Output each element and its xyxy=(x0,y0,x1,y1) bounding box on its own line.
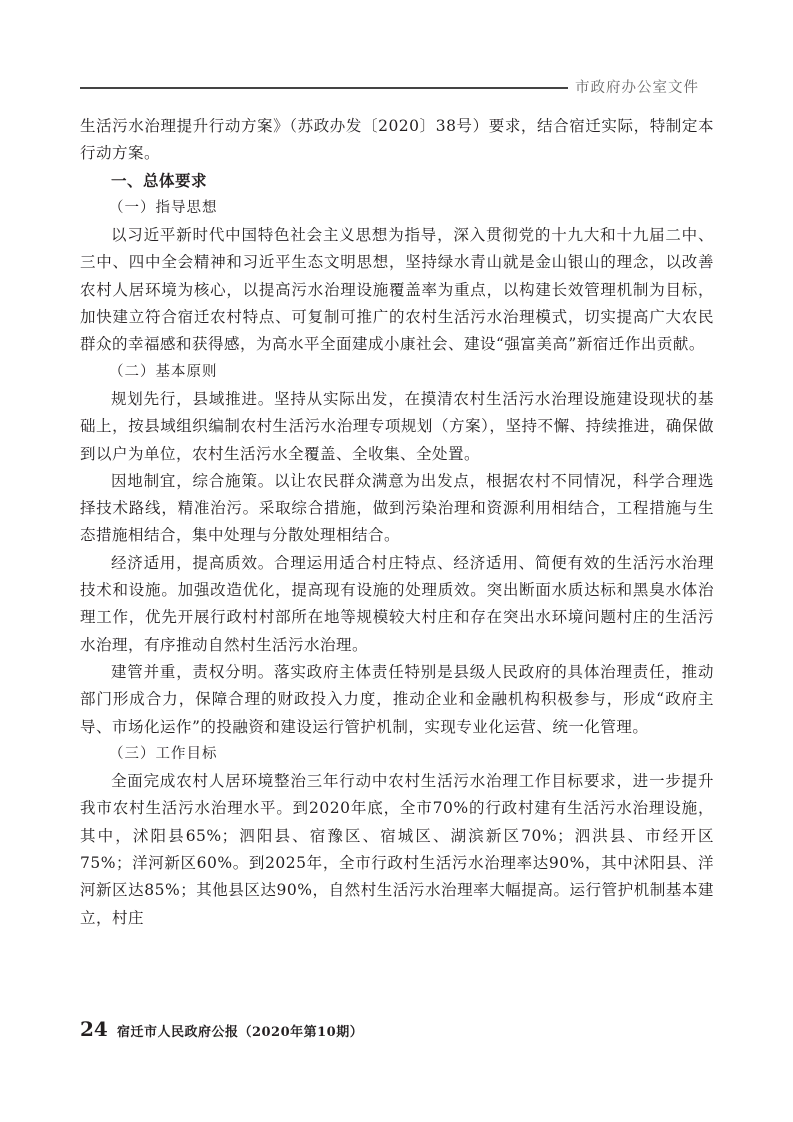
publication-title: 宿迁市人民政府公报（2020年第10期） xyxy=(116,1025,364,1040)
paragraph: 建管并重，责权分明。落实政府主体责任特别是县级人民政府的具体治理责任，推动部门形成合力，保障合理的财政投入力度，推动企业和金融机构积极参与，形成“政府主导、市场化运作”的投融资和建设运行管护机制，实现专业化运营、统一化管理。 xyxy=(80,662,714,736)
page-number: 24 xyxy=(80,1017,108,1041)
section-heading: 一、总体要求 xyxy=(111,171,208,190)
paragraph: 经济适用，提高质效。合理运用适合村庄特点、经济适用、简便有效的生活污水治理技术和设施。加强改造优化，提高现有设施的处理质效。突出断面水质达标和黑臭水体治理工作，优先开展行政村村部所在地等规模较大村庄和存在突出水环境问题村庄的生活污水治理，有序推动自然村生活污水治理。 xyxy=(80,553,714,654)
paragraph: 以习近平新时代中国特色社会主义思想为指导，深入贯彻党的十九大和十九届二中、三中、四中全会精神和习近平生态文明思想，坚持绿水青山就是金山银山的理念，以改善农村人居环境为核心，以提高污水治理设施覆盖率为重点，以构建长效管理机制为目标，加快建立符合宿迁农村特点、可复制可推广的农村生活污水治理模式，切实提高广大农民群众的幸福感和获得感，为高水平全面建成小康社会、建设“强富美高”新宿迁作出贡献。 xyxy=(80,226,714,354)
paragraph: 规划先行，县域推进。坚持从实际出发，在摸清农村生活污水治理设施建设现状的基础上，按县域组织编制农村生活污水治理专项规划（方案），坚持不懈、持续推进，确保做到以户为单位，农村生活污水全覆盖、全收集、全处置。 xyxy=(80,389,714,463)
running-header: 市政府办公室文件 xyxy=(575,80,699,96)
paragraph: 因地制宜，综合施策。以让农民群众满意为出发点，根据农村不同情况，科学合理选择技术路线，精准治污。采取综合措施，做到污染治理和资源利用相结合，工程措施与生态措施相结合，集中处理与分散处理相结合。 xyxy=(80,471,714,545)
header-rule xyxy=(80,87,568,89)
paragraph: 全面完成农村人居环境整治三年行动中农村生活污水治理工作目标要求，进一步提升我市农村生活污水治理水平。到2020年底，全市70%的行政村建有生活污水治理设施，其中，沭阳县65%；泗阳县、宿豫区、宿城区、湖滨新区70%；泗洪县、市经开区75%；洋河新区60%。到2025年，全市行政村生活污水治理率达90%，其中沭阳县、洋河新区达85%；其他县区达90%，自然村生活污水治理率大幅提高。运行管护机制基本建立，村庄 xyxy=(80,772,714,927)
document-body xyxy=(80,113,714,932)
subsection-heading: （三）工作目标 xyxy=(109,745,218,762)
page-footer xyxy=(80,1017,363,1041)
subsection-heading: （一）指导思想 xyxy=(109,199,218,216)
intro-paragraph: 生活污水治理提升行动方案》（苏政办发〔2020〕38号）要求，结合宿迁实际，特制定本行动方案。 xyxy=(80,117,714,163)
subsection-heading: （二）基本原则 xyxy=(109,363,218,380)
